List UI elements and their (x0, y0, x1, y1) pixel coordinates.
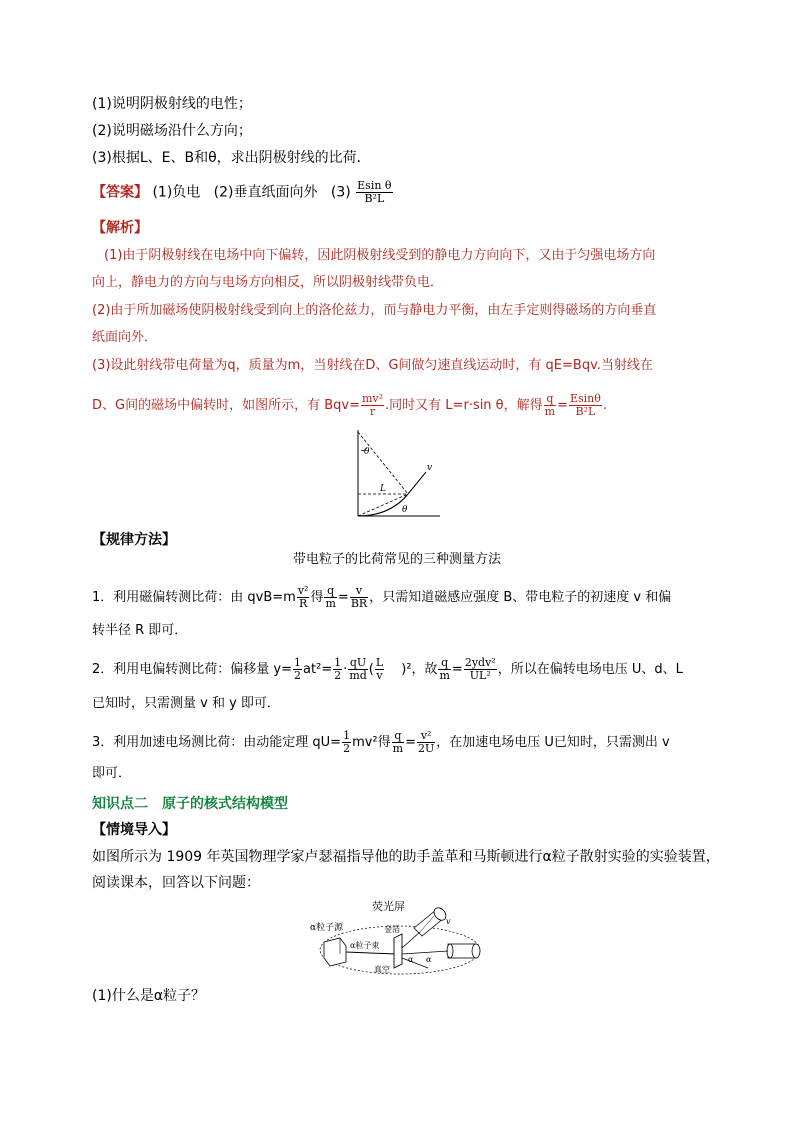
fraction-numerator: qU (349, 656, 367, 669)
text: . (602, 398, 608, 413)
analysis-p2b: 纸面向外． (92, 330, 158, 345)
microscope-screen (414, 905, 448, 936)
fraction-denominator: m (439, 669, 450, 682)
text: ，在加速电场电压 U已知时，只需测出 v (436, 735, 670, 750)
answer-1: (1)负电 (152, 184, 201, 201)
method-1-line-a (92, 585, 671, 610)
text: )²，故 (401, 662, 438, 677)
method-tag: 【规律方法】 (92, 532, 176, 548)
fraction (361, 393, 384, 418)
fraction-denominator: r (369, 405, 376, 418)
fraction-denominator: m (325, 597, 336, 610)
text: .同时又有 L=r·sin θ，解得 (385, 398, 543, 413)
fraction (297, 585, 310, 610)
theta-bottom-label: θ (402, 505, 408, 515)
fraction-denominator: B²L (364, 192, 385, 205)
intro-line-1: 如图所示为 1909 年英国物理学家卢瑟福指导他的助手盖革和马斯顿进行α粒子散射实验的实验装置， (92, 849, 720, 865)
alpha-beam (346, 952, 396, 954)
fraction (324, 585, 336, 610)
text: = (451, 662, 463, 677)
method-1-line-b: 转半径 R 即可． (92, 623, 188, 638)
text: 1．利用磁偏转测比荷：由 qvB=m (92, 590, 296, 605)
intro-line-2: 阅读课本，回答以下问题： (92, 875, 260, 891)
section-heading: 知识点二 原子的核式结构模型 (92, 796, 288, 812)
fraction-numerator: Esinθ (569, 392, 601, 405)
text: = (337, 590, 349, 605)
fraction-denominator: UL² (469, 669, 491, 682)
vacuum-label: 真空 (374, 965, 390, 974)
fraction-denominator: 2U (418, 742, 435, 755)
fraction-numerator: q (438, 657, 450, 670)
question-3: (3)根据L、E、B和θ，求出阴极射线的比荷． (92, 150, 371, 166)
theta-top-label: θ (364, 447, 370, 457)
alpha-scattering-apparatus (310, 898, 490, 980)
fraction (333, 657, 342, 682)
answer-2: (2)垂直纸面向外 (213, 184, 318, 201)
L-label: L (380, 484, 386, 494)
question-alpha: (1)什么是α粒子？ (92, 988, 206, 1004)
analysis-p3a: (3)设此射线带电荷量为q，质量为m，当射线在D、G间做匀速直线运动时，有 qE=Bqv.当射线在 (92, 358, 653, 373)
fraction (293, 657, 302, 682)
fraction-numerator: q (544, 393, 556, 406)
fraction-numerator: 1 (334, 656, 342, 669)
fraction (375, 657, 384, 682)
fraction-numerator: 1 (343, 729, 351, 742)
fraction (544, 393, 556, 418)
text: ，只需知道磁感应强度 B、带电粒子的初速度 v 和偏 (369, 590, 672, 605)
fraction-numerator: 1 (294, 656, 301, 669)
velocity-vector (408, 472, 426, 494)
fraction-denominator: m (392, 742, 404, 755)
gold-foil (394, 934, 402, 968)
alpha-label-2: α (426, 955, 432, 964)
analysis-tag: 【解析】 (92, 220, 148, 236)
answer-3-fraction (356, 180, 392, 205)
fraction-numerator: Esin θ (357, 179, 392, 192)
fraction (464, 657, 497, 682)
analysis-p3b (92, 393, 607, 418)
answer-3-prefix: (3) (330, 184, 351, 201)
text: ( (368, 662, 374, 677)
scatter-path-down (402, 958, 428, 968)
intro-tag: 【情境导入】 (92, 822, 176, 838)
fraction (392, 730, 404, 755)
question-1: (1)说明阴极射线的电性； (92, 96, 252, 112)
method-3-line-b: 即可． (92, 766, 132, 781)
text: 2．利用电偏转测比荷：偏移量 y= (92, 662, 292, 677)
fraction-numerator: 2ydv² (464, 656, 496, 669)
text: 3．利用加速电场测比荷：由动能定理 qU= (92, 735, 342, 750)
method-title: 带电粒子的比荷常见的三种测量方法 (292, 552, 501, 567)
fraction-numerator: v (350, 585, 368, 598)
question-2: (2)说明磁场沿什么方向； (92, 123, 252, 139)
text: D、G间的磁场中偏转时，如图所示，有 Bqv= (92, 398, 360, 413)
method-2-line-b: 已知时，只需测量 v 和 y 即可． (92, 696, 280, 711)
source-label: α粒子源 (310, 923, 344, 933)
source-box (324, 938, 346, 966)
text: = (557, 398, 568, 413)
velocity-label: v (427, 463, 433, 473)
answer-line (92, 180, 394, 205)
analysis-p1b: 向上，静电力的方向与电场方向相反，所以阴极射线带负电． (92, 275, 444, 290)
fraction-denominator: m (544, 405, 556, 418)
text: 得 (310, 590, 324, 605)
deflection-diagram (340, 428, 450, 520)
fraction (417, 730, 435, 755)
text: at²= (303, 662, 333, 677)
fraction-denominator: B²L (575, 405, 596, 418)
method-2-line-a (92, 657, 683, 682)
scatter-path-up (402, 932, 420, 948)
screen-label: 荧光屏 (372, 900, 405, 913)
beam-label: α粒子束 (350, 941, 380, 950)
fraction-denominator: R (298, 597, 308, 610)
triangle-line (358, 494, 408, 516)
analysis-p1a: (1)由于阴极射线在电场中向下偏转，因此阴极射线受到的静电力方向向下，又由于匀强电场方向 (104, 248, 656, 263)
answer-tag: 【答案】 (92, 184, 148, 201)
text: · (343, 662, 348, 677)
text: ，所以在偏转电场电压 U、d、L (497, 662, 683, 677)
text: = (405, 735, 416, 750)
scatter-path-straight (402, 951, 448, 954)
fraction-denominator: BR (350, 597, 368, 610)
fraction-numerator: v² (417, 730, 435, 743)
fraction-numerator: q (392, 730, 404, 743)
fraction-denominator: 2 (294, 669, 301, 682)
fraction-numerator: L (375, 656, 384, 669)
analysis-p2a: (2)由于所加磁场使阴极射线受到向上的洛伦兹力，而与静电力平衡，由左手定则得磁场的方向垂直 (92, 303, 657, 318)
v-label: v (446, 917, 451, 926)
fraction (348, 657, 367, 682)
fraction-numerator: v² (297, 584, 309, 597)
fraction-numerator: q (324, 585, 336, 598)
fraction-denominator: v (376, 669, 383, 682)
foil-label: 金箔 (384, 925, 400, 934)
fraction-denominator: 2 (343, 742, 351, 755)
fraction-denominator: md (349, 669, 367, 682)
detector-tube (447, 944, 480, 958)
fraction (569, 393, 602, 418)
fraction (342, 730, 351, 755)
fraction (438, 657, 450, 682)
fraction-denominator: 2 (334, 669, 342, 682)
text: mv²得 (352, 735, 391, 750)
alpha-label-1: α (408, 955, 414, 964)
method-3-line-a (92, 730, 670, 755)
fraction-numerator: mv² (361, 392, 384, 405)
fraction (350, 585, 368, 610)
